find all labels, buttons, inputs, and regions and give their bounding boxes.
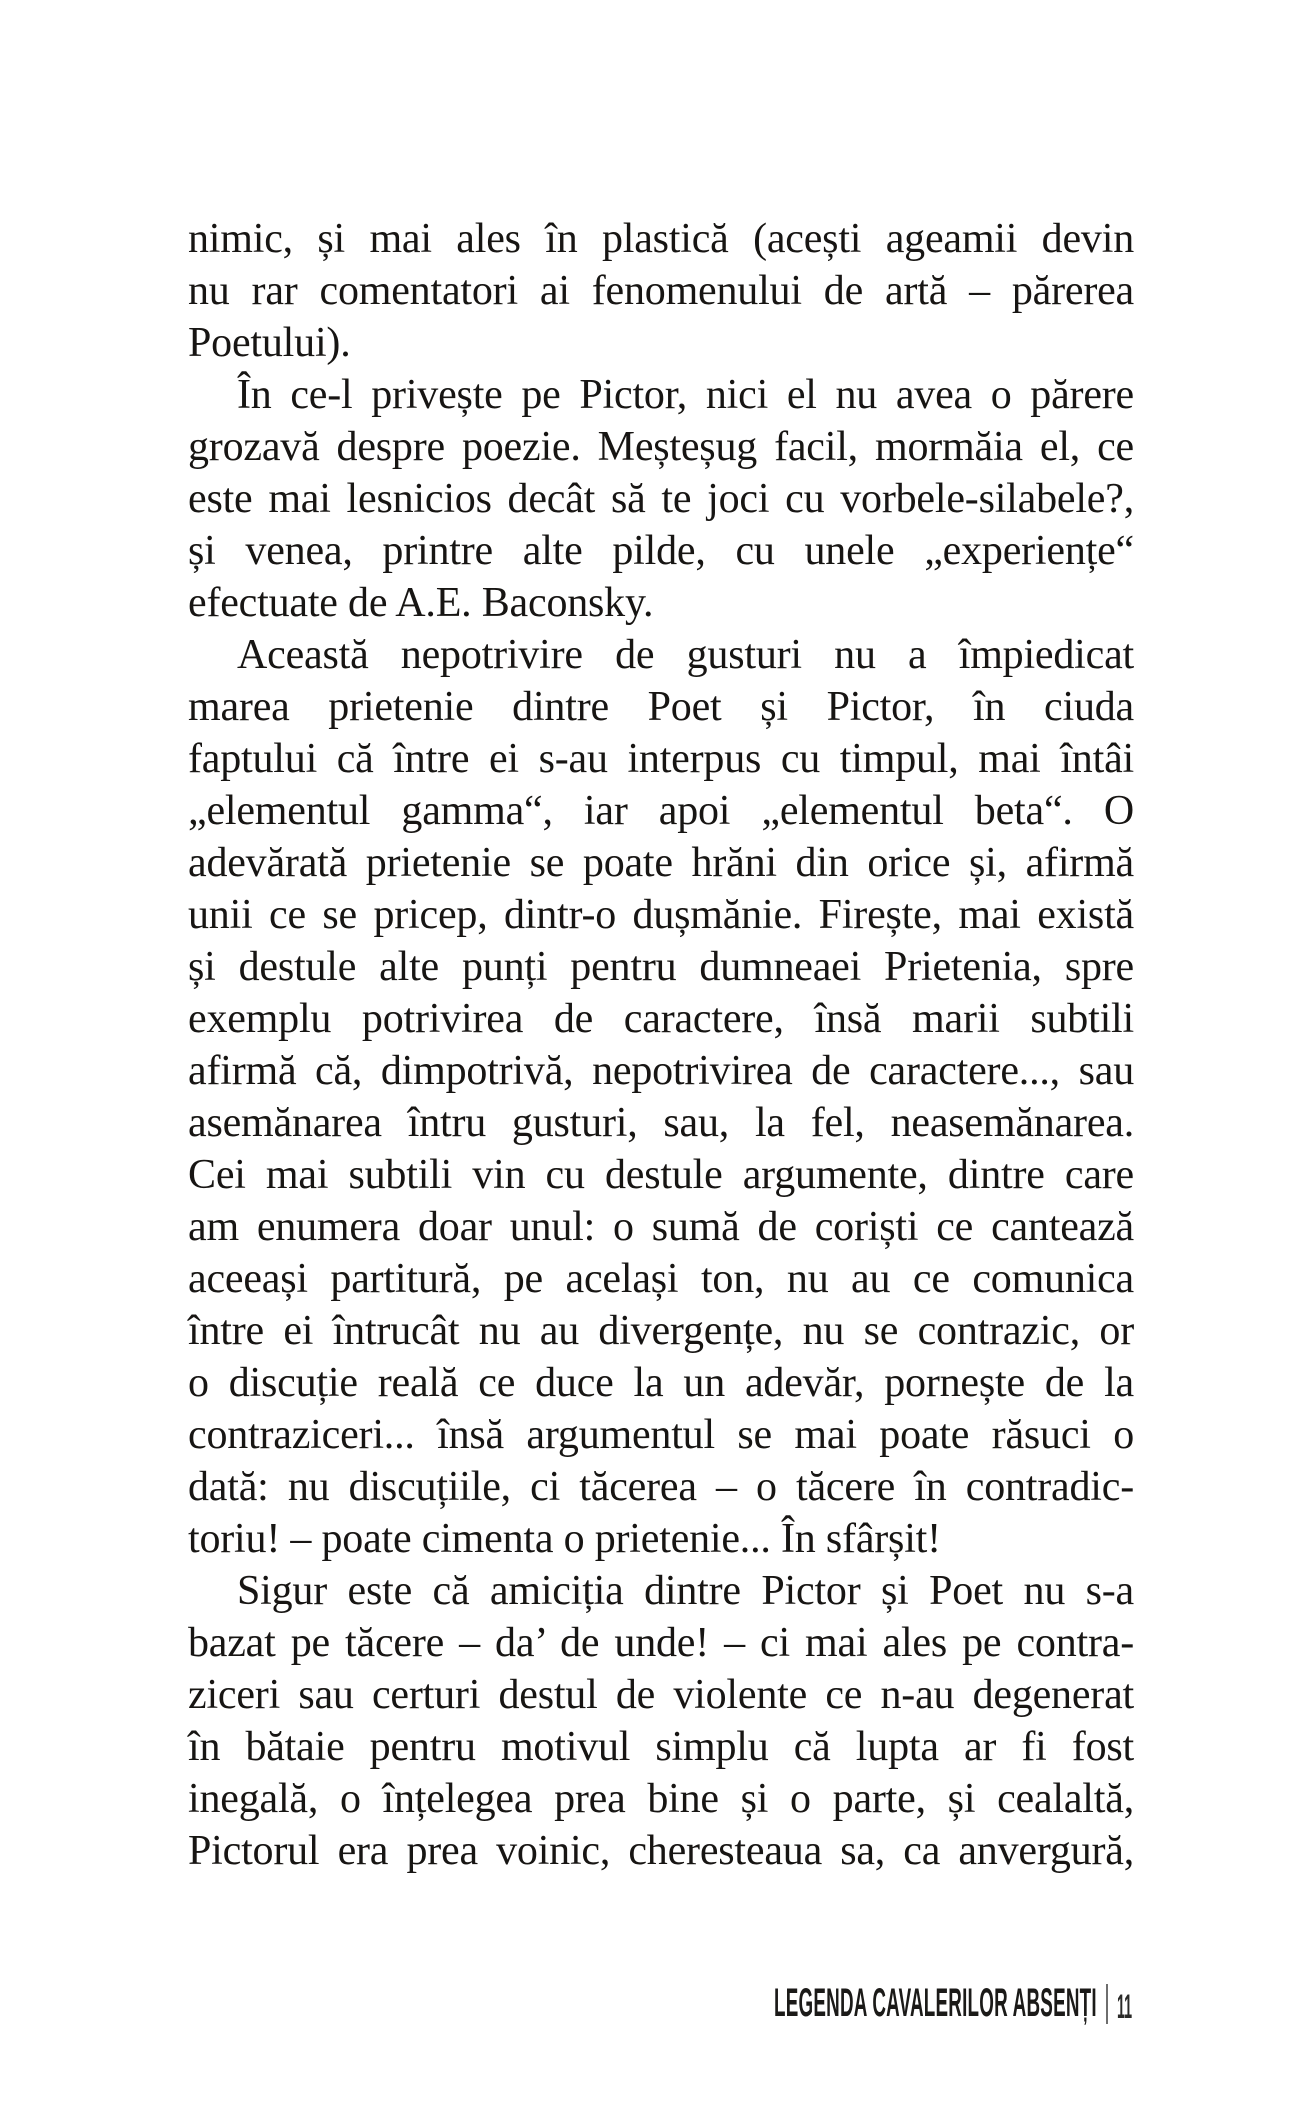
running-title: LEGENDA CAVALERILOR ABSENȚI	[774, 1981, 1097, 2025]
text-line: am enumera doar unul: o sumă de coriști ce cantează	[188, 1204, 1134, 1250]
text-line: În ce-l privește pe Pictor, nici el nu avea o părere	[237, 372, 1134, 418]
text-line: exemplu potrivirea de caractere, însă marii subtili	[188, 996, 1134, 1042]
page-number: 11	[1117, 1988, 1133, 2026]
text-line: asemănarea întru gusturi, sau, la fel, neasemănarea.	[188, 1100, 1134, 1146]
text-line: și destule alte punți pentru dumneaei Prietenia, spre	[188, 944, 1134, 990]
text-line: faptului că între ei s-au interpus cu timpul, mai întâi	[188, 736, 1134, 782]
text-line: între ei întrucât nu au divergențe, nu se contrazic, or	[188, 1308, 1134, 1354]
text-line: o discuție reală ce duce la un adevăr, pornește de la	[188, 1360, 1134, 1406]
text-line: „elementul gamma“, iar apoi „elementul beta“. O	[188, 788, 1134, 834]
text-line: Sigur este că amiciția dintre Pictor și Poet nu s-a	[237, 1568, 1134, 1614]
text-line: Poetului).	[188, 320, 351, 366]
text-line: este mai lesnicios decât să te joci cu vorbele-silabele?,	[188, 476, 1134, 522]
text-line: nimic, și mai ales în plastică (acești ageamii devin	[188, 216, 1134, 262]
text-line: toriu! – poate cimenta o prietenie... În sfârșit!	[188, 1516, 941, 1562]
text-line: efectuate de A.E. Baconsky.	[188, 580, 654, 626]
page-text-block	[188, 213, 1134, 1877]
text-line: nu rar comentatori ai fenomenului de artă – părerea	[188, 268, 1134, 314]
text-line: bazat pe tăcere – da’ de unde! – ci mai ales pe contra-	[188, 1620, 1134, 1666]
text-line: în bătaie pentru motivul simplu că lupta ar fi fost	[188, 1724, 1134, 1770]
text-line: afirmă că, dimpotrivă, nepotrivirea de caractere..., sau	[188, 1048, 1134, 1094]
text-line: unii ce se pricep, dintr-o dușmănie. Firește, mai există	[188, 892, 1134, 938]
text-line: Cei mai subtili vin cu destule argumente, dintre care	[188, 1152, 1134, 1198]
text-line: aceeași partitură, pe același ton, nu au ce comunica	[188, 1256, 1134, 1302]
text-line: Această nepotrivire de gusturi nu a împiedicat	[237, 632, 1134, 678]
text-line: inegală, o înțelegea prea bine și o parte, și cealaltă,	[188, 1776, 1134, 1822]
text-line: marea prietenie dintre Poet și Pictor, în ciuda	[188, 684, 1134, 730]
text-line: dată: nu discuțiile, ci tăcerea – o tăcere în contradic-	[188, 1464, 1134, 1510]
text-line: Pictorul era prea voinic, cheresteaua sa, ca anvergură,	[188, 1828, 1134, 1874]
text-line: contraziceri... însă argumentul se mai poate răsuci o	[188, 1412, 1134, 1458]
text-line: adevărată prietenie se poate hrăni din orice și, afirmă	[188, 840, 1134, 886]
text-line: și venea, printre alte pilde, cu unele „experiențe“	[188, 528, 1134, 574]
text-line: grozavă despre poezie. Meșteșug facil, mormăia el, ce	[188, 424, 1134, 470]
text-line: ziceri sau certuri destul de violente ce n-au degenerat	[188, 1672, 1134, 1718]
footer-separator-bar	[1106, 1984, 1108, 2024]
